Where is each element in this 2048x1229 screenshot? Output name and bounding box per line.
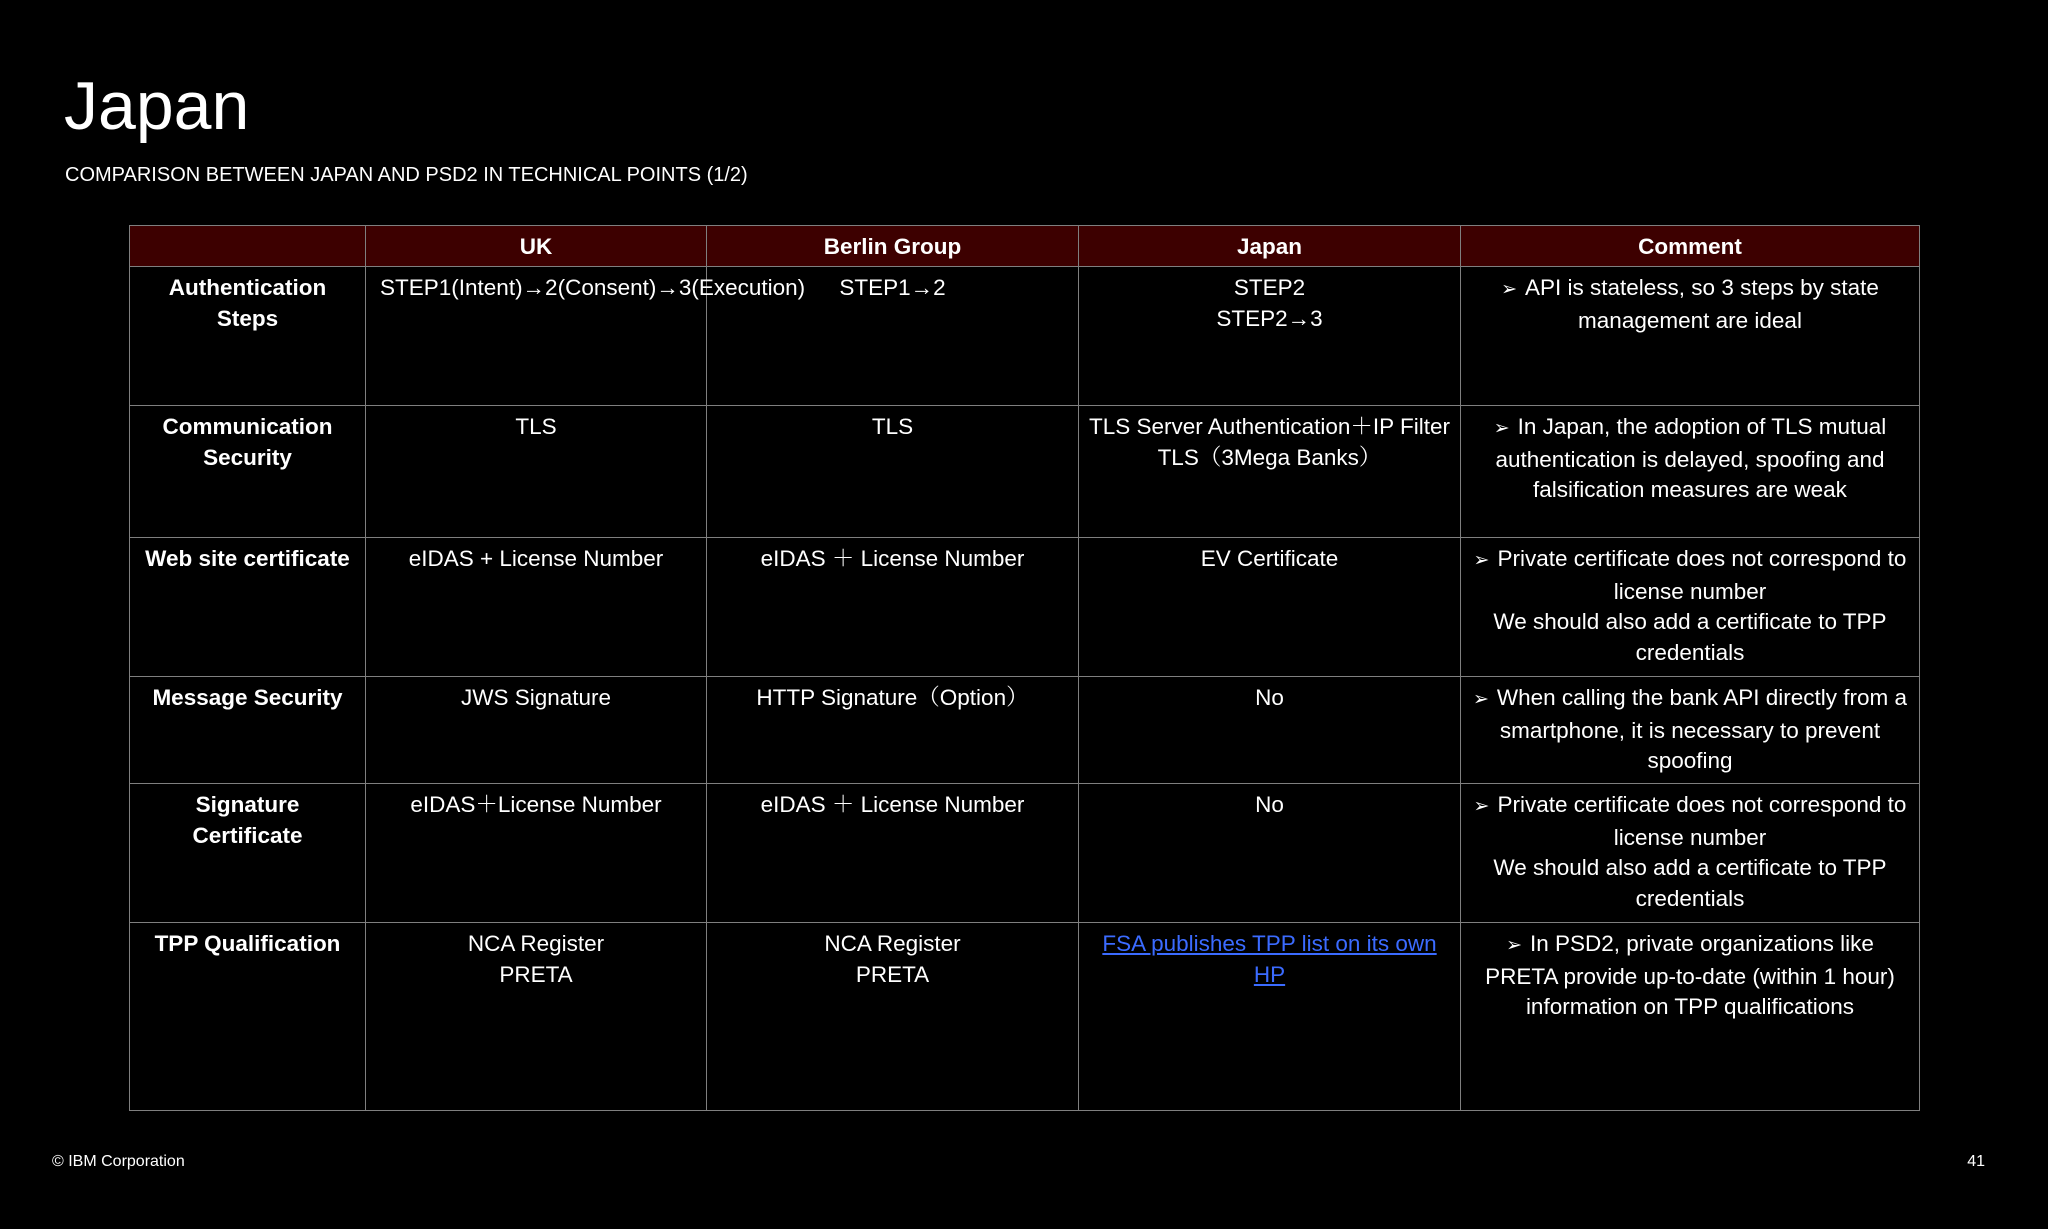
cell-comment: ➢ In PSD2, private organizations like PRETA provide up-to-date (within 1 hour) information on TPP qualifications — [1461, 923, 1920, 1111]
cell-comment: ➢ When calling the bank API directly from a smartphone, it is necessary to prevent spoofing — [1461, 677, 1920, 784]
arrow-bullet-icon: ➢ — [1473, 550, 1490, 571]
cell-japan: EV Certificate — [1079, 538, 1461, 677]
cell-berlin-group: HTTP Signature（Option） — [707, 677, 1079, 784]
header-cell-berlin-group: Berlin Group — [707, 226, 1079, 267]
cell-berlin-group: TLS — [707, 406, 1079, 538]
header-cell-japan: Japan — [1079, 226, 1461, 267]
row-label: Web site certificate — [130, 538, 366, 677]
cell-uk: eIDAS＋License Number — [366, 784, 707, 923]
header-cell-empty — [130, 226, 366, 267]
row-label: Message Security — [130, 677, 366, 784]
table-row-message-security — [130, 677, 1920, 784]
row-label: TPP Qualification — [130, 923, 366, 1111]
header-cell-uk: UK — [366, 226, 707, 267]
arrow-bullet-icon: ➢ — [1472, 689, 1489, 710]
cell-comment: ➢ In Japan, the adoption of TLS mutual authentication is delayed, spoofing and falsification measures are weak — [1461, 406, 1920, 538]
table-row-signature-certificate — [130, 784, 1920, 923]
cell-comment: ➢ Private certificate does not correspond to license number We should also add a certificate to TPP credentials — [1461, 538, 1920, 677]
cell-berlin-group: NCA Register PRETA — [707, 923, 1079, 1111]
table-header-row — [130, 226, 1920, 267]
cell-japan: No — [1079, 784, 1461, 923]
cell-berlin-group: STEP1→2 — [707, 267, 1079, 406]
comparison-table — [129, 225, 1920, 1111]
footer-copyright: © IBM Corporation — [52, 1153, 185, 1170]
arrow-bullet-icon: ➢ — [1506, 935, 1522, 956]
row-label: Signature Certificate — [130, 784, 366, 923]
cell-berlin-group: eIDAS ＋ License Number — [707, 538, 1079, 677]
row-label: Communication Security — [130, 406, 366, 538]
cell-uk: JWS Signature — [366, 677, 707, 784]
header-cell-comment: Comment — [1461, 226, 1920, 267]
cell-berlin-group: eIDAS ＋ License Number — [707, 784, 1079, 923]
table-row-authentication-steps — [130, 267, 1920, 406]
table-row-web-site-certificate — [130, 538, 1920, 677]
table-row-tpp-qualification — [130, 923, 1920, 1111]
arrow-bullet-icon: ➢ — [1493, 418, 1510, 439]
cell-uk: TLS — [366, 406, 707, 538]
cell-comment: ➢ API is stateless, so 3 steps by state management are ideal — [1461, 267, 1920, 406]
cell-japan: TLS Server Authentication＋IP Filter TLS（3Mega Banks） — [1079, 406, 1461, 538]
cell-japan — [1079, 923, 1461, 1111]
fsa-tpp-list-link[interactable]: FSA publishes TPP list on its own HP — [1102, 931, 1437, 987]
page-number: 41 — [1967, 1153, 1985, 1170]
table-row-communication-security — [130, 406, 1920, 538]
cell-japan: STEP2 STEP2→3 — [1079, 267, 1461, 406]
cell-uk: NCA Register PRETA — [366, 923, 707, 1111]
cell-uk: STEP1(Intent)→2(Consent)→3(Execution) — [366, 267, 707, 406]
row-label: Authentication Steps — [130, 267, 366, 406]
arrow-bullet-icon: ➢ — [1501, 279, 1517, 300]
cell-uk: eIDAS + License Number — [366, 538, 707, 677]
cell-japan: No — [1079, 677, 1461, 784]
cell-comment: ➢ Private certificate does not correspond to license number We should also add a certificate to TPP credentials — [1461, 784, 1920, 923]
slide-subtitle: COMPARISON BETWEEN JAPAN AND PSD2 IN TECHNICAL POINTS (1/2) — [65, 164, 748, 186]
arrow-bullet-icon: ➢ — [1473, 796, 1490, 817]
slide-title: Japan — [64, 68, 250, 144]
